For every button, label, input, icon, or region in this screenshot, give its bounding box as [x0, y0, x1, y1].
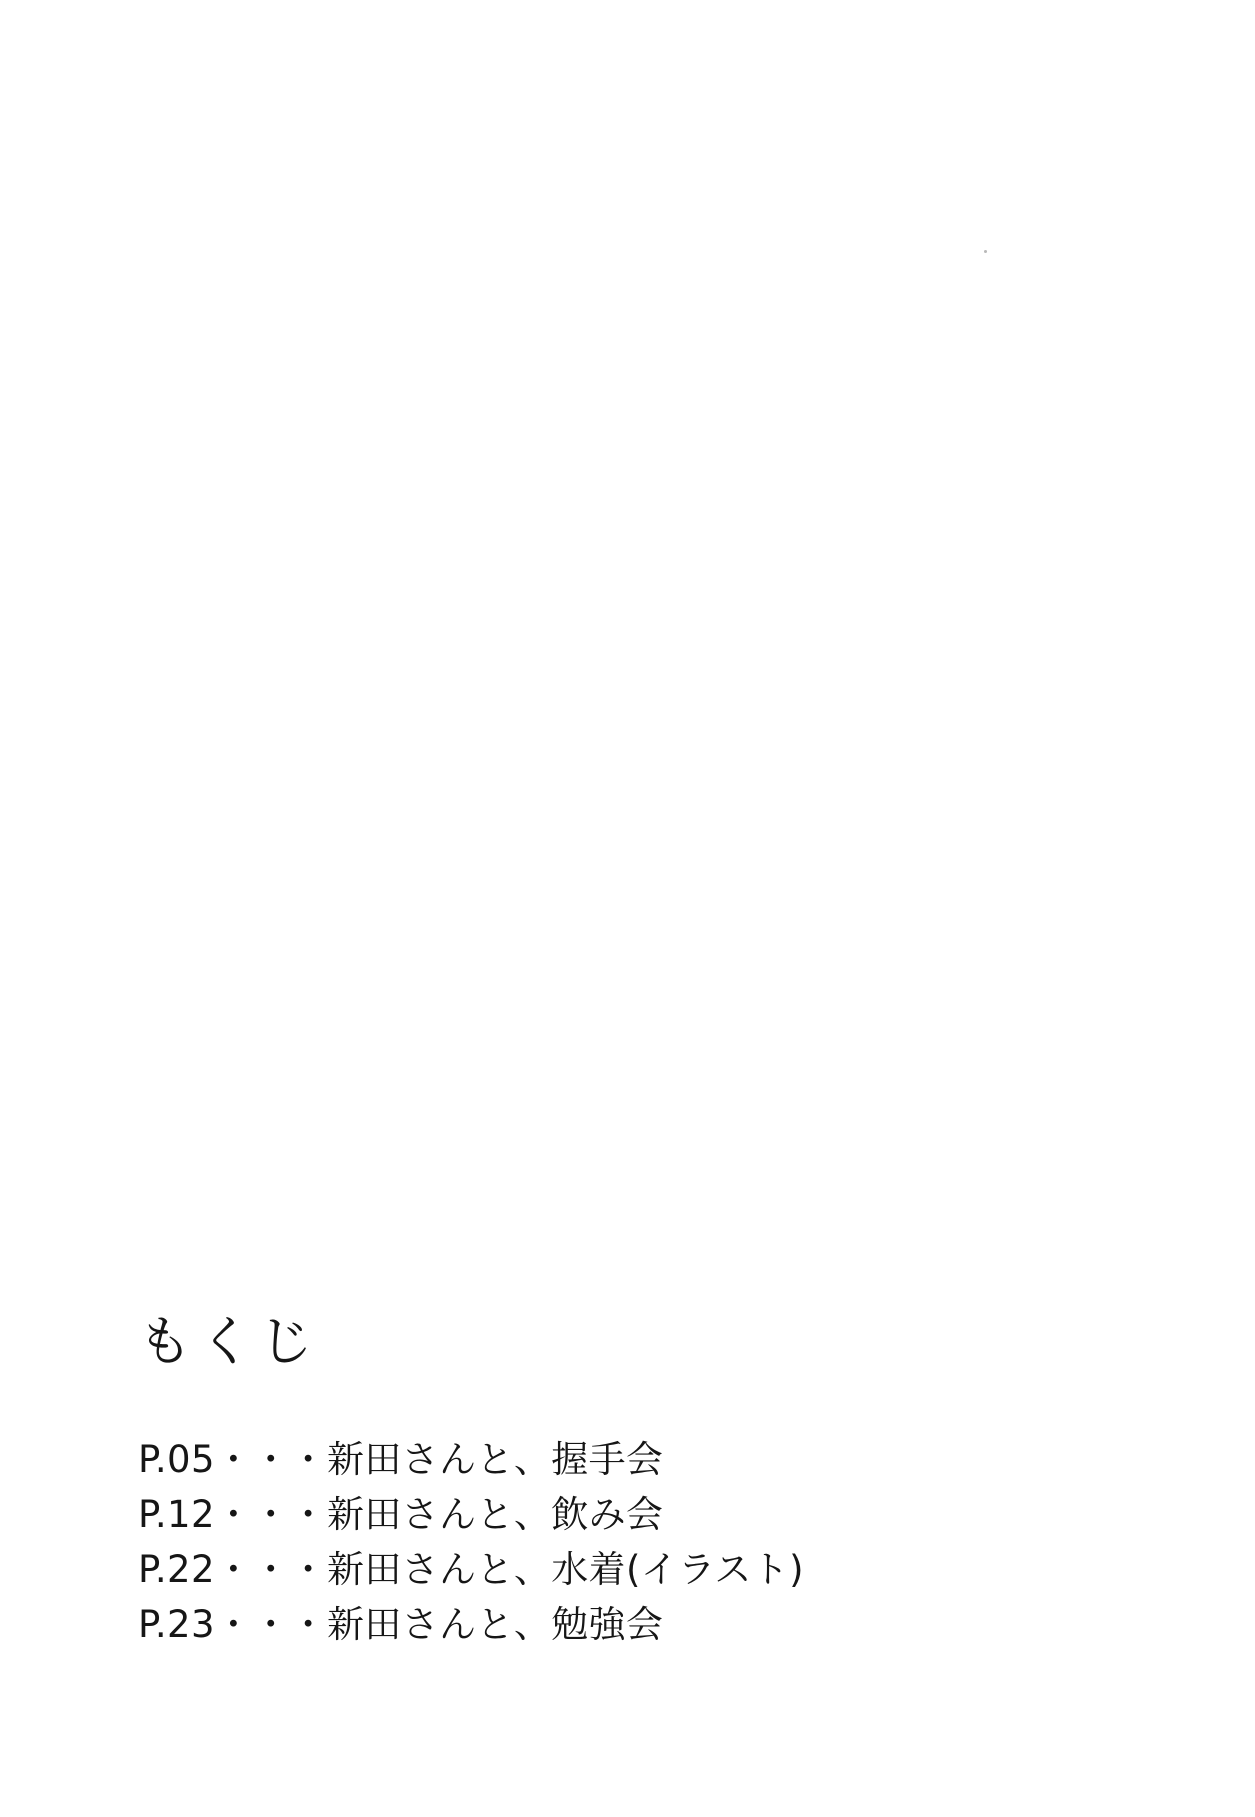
toc-entry: P.12・・・新田さんと、飲み会	[138, 1493, 664, 1537]
toc-list	[138, 1433, 1038, 1652]
scan-speck	[984, 250, 987, 253]
toc-entry: P.05・・・新田さんと、握手会	[138, 1438, 664, 1482]
table-of-contents	[138, 1312, 1038, 1652]
toc-heading: もくじ	[138, 1310, 320, 1373]
toc-entry: P.23・・・新田さんと、勉強会	[138, 1602, 664, 1646]
toc-entry: P.22・・・新田さんと、水着(イラスト)	[138, 1547, 804, 1591]
